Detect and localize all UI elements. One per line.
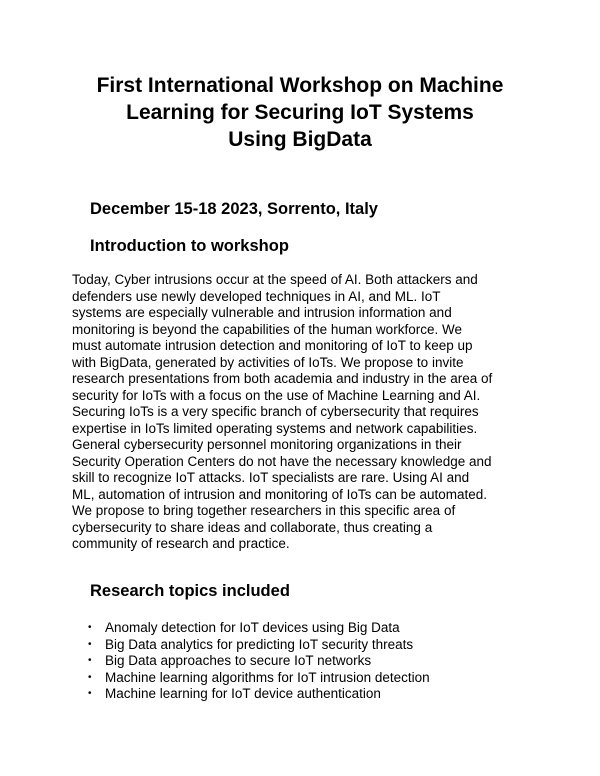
list-item-text: Big Data analytics for predicting IoT security threats	[105, 636, 414, 652]
list-item	[88, 637, 430, 654]
paragraph-line: We propose to bring together researchers in this specific area of	[72, 503, 456, 518]
list-item	[88, 670, 430, 687]
list-item-text: Machine learning for IoT device authentication	[105, 686, 381, 701]
paragraph-line: with BigData, generated by activities of IoTs. We propose to invite	[72, 354, 464, 370]
paragraph-line: research presentations from both academia and industry in the area of	[72, 371, 493, 386]
title-line: Using BigData	[228, 128, 372, 151]
bullet-icon: •	[88, 671, 92, 683]
paragraph-line: must automate intrusion detection and monitoring of IoT to keep up	[72, 338, 473, 353]
paragraph-line: General cybersecurity personnel monitoring organizations in their	[72, 437, 462, 452]
paragraph-line: Securing IoTs is a very specific branch of cybersecurity that requires	[72, 404, 479, 419]
title-line: Learning for Securing IoT Systems	[126, 101, 474, 124]
list-item	[88, 686, 430, 703]
list-item	[88, 620, 430, 637]
list-item-text: Big Data approaches to secure IoT networks	[105, 653, 372, 668]
list-item-text: Machine learning algorithms for IoT intrusion detection	[105, 669, 430, 685]
bullet-icon: •	[88, 638, 92, 650]
paragraph-line: defenders use newly developed techniques in AI, and ML. IoT	[72, 288, 441, 304]
intro-paragraph	[72, 272, 542, 553]
bullet-icon: •	[88, 622, 92, 633]
paragraph-line: systems are especially vulnerable and intrusion information and	[72, 305, 452, 320]
title-line: First International Workshop on Machine	[96, 74, 504, 97]
paragraph-line: community of research and practice.	[72, 536, 290, 551]
date-location-heading: December 15-18 2023, Sorrento, Italy	[90, 200, 378, 218]
intro-heading: Introduction to workshop	[90, 237, 289, 255]
paragraph-line: skill to recognize IoT attacks. IoT specialists are rare. Using AI and	[72, 470, 470, 485]
paragraph-line: expertise in IoTs limited operating systems and network capabilities.	[72, 420, 478, 436]
paragraph-line: Today, Cyber intrusions occur at the speed of AI. Both attackers and	[72, 272, 478, 287]
list-item-text: Anomaly detection for IoT devices using Big Data	[105, 620, 400, 635]
page-title	[40, 72, 560, 153]
paragraph-line: monitoring is beyond the capabilities of the human workforce. We	[72, 321, 462, 337]
list-item	[88, 653, 430, 670]
topics-heading: Research topics included	[90, 582, 290, 600]
paragraph-line: cybersecurity to share ideas and collaborate, thus creating a	[72, 519, 433, 535]
paragraph-line: security for IoTs with a focus on the use of Machine Learning and AI.	[72, 387, 481, 403]
topics-list	[88, 620, 430, 703]
bullet-icon: •	[88, 688, 92, 699]
paragraph-line: ML, automation of intrusion and monitoring of IoTs can be automated.	[72, 486, 487, 502]
paragraph-line: Security Operation Centers do not have the necessary knowledge and	[72, 453, 492, 469]
bullet-icon: •	[88, 655, 92, 666]
